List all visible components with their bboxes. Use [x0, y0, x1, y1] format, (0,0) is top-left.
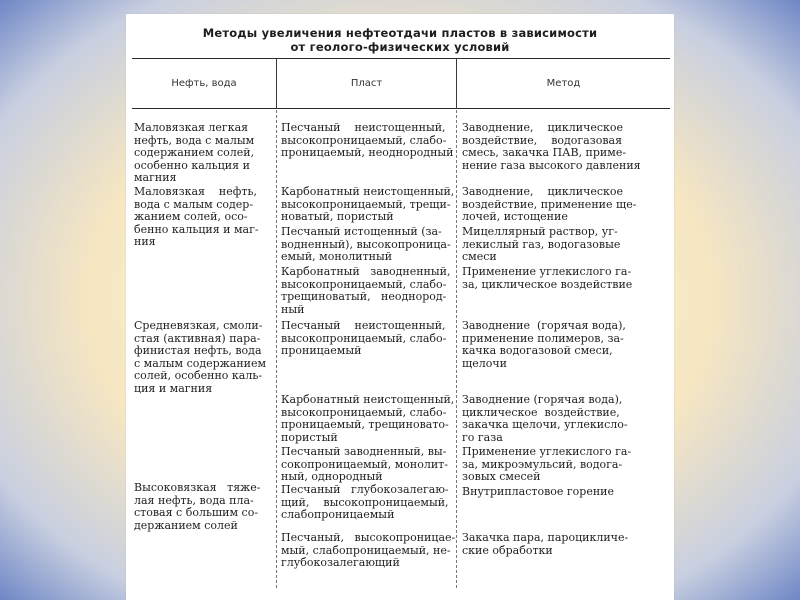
column-divider-1	[276, 110, 277, 588]
oil-cell-3: Средневязкая, смоли- стая (активная) пара- финистая нефть, вода с малым содержанием солей, особенно каль- ция и магния	[134, 319, 267, 395]
oil-cell-2: Маловязкая нефть, вода с малым содер- жанием солей, осо- бенно кальция и маг- ния	[134, 185, 259, 249]
oil-cell-1: Маловязкая легкая нефть, вода с малым содержанием солей, особенно кальция и магния	[134, 121, 255, 185]
header-method: Метод	[546, 78, 581, 89]
method-cell-6: Заводнение (горячая вода), циклическое воздействие, закачка щелочи, углекисло- го газа	[462, 393, 628, 444]
document-page	[126, 14, 674, 600]
method-cell-3: Мицеллярный раствор, уг- лекислый газ, водогазовые смеси	[462, 225, 621, 264]
table-title-line-1: Методы увеличения нефтеотдачи пластов в зависимости	[202, 26, 598, 40]
formation-cell-8: Песчаный глубокозалегаю- щий, высокопроницаемый, слабопроницаемый	[281, 483, 449, 522]
method-cell-8: Внутрипластовое горение	[462, 485, 615, 498]
header-top-rule	[132, 58, 670, 59]
header-oil-water: Нефть, вода	[171, 78, 237, 89]
formation-cell-9: Песчаный, высокопроницае- мый, слабопроницаемый, не- глубокозалегающий	[281, 531, 456, 570]
table-title-line-2: от геолого-физических условий	[290, 40, 510, 54]
header-formation: Пласт	[350, 78, 383, 89]
method-cell-5: Заводнение (горячая вода), применение полимеров, за- качка водогазовой смеси, щелочи	[462, 319, 626, 370]
formation-cell-2: Карбонатный неистощенный, высокопроницаемый, трещи- новатый, пористый	[281, 185, 455, 224]
formation-cell-4: Карбонатный заводненный, высокопроницаемый, слабо- трещиноватый, неоднород- ный	[281, 265, 451, 316]
method-cell-2: Заводнение, циклическое воздействие, применение ще- лочей, истощение	[462, 185, 637, 224]
formation-cell-5: Песчаный неистощенный, высокопроницаемый, слабо- проницаемый	[281, 319, 447, 358]
formation-cell-7: Песчаный заводненный, вы- сокопроницаемый, монолит- ный, однородный	[281, 445, 448, 484]
method-cell-7: Применение углекислого га- за, микроэмульсий, водога- зовых смесей	[462, 445, 632, 484]
oil-cell-4: Высоковязкая тяже- лая нефть, вода пла- стовая с большим со- держанием солей	[134, 481, 261, 532]
method-cell-1: Заводнение, циклическое воздействие, водогазовая смесь, закачка ПАВ, приме- нение газа высокого давления	[462, 121, 641, 172]
column-divider-2	[456, 110, 457, 588]
formation-cell-1: Песчаный неистощенный, высокопроницаемый, слабо- проницаемый, неоднородный	[281, 121, 454, 160]
formation-cell-6: Карбонатный неистощенный, высокопроницаемый, слабо- проницаемый, трещиновато- пористый	[281, 393, 455, 444]
method-cell-9: Закачка пара, пароцикличе- ские обработки	[462, 531, 629, 557]
method-cell-4: Применение углекислого га- за, циклическое воздействие	[462, 265, 633, 291]
formation-cell-3: Песчаный истощенный (за- водненный), высокопроница- емый, монолитный	[281, 225, 451, 264]
header-bottom-rule	[132, 108, 670, 109]
